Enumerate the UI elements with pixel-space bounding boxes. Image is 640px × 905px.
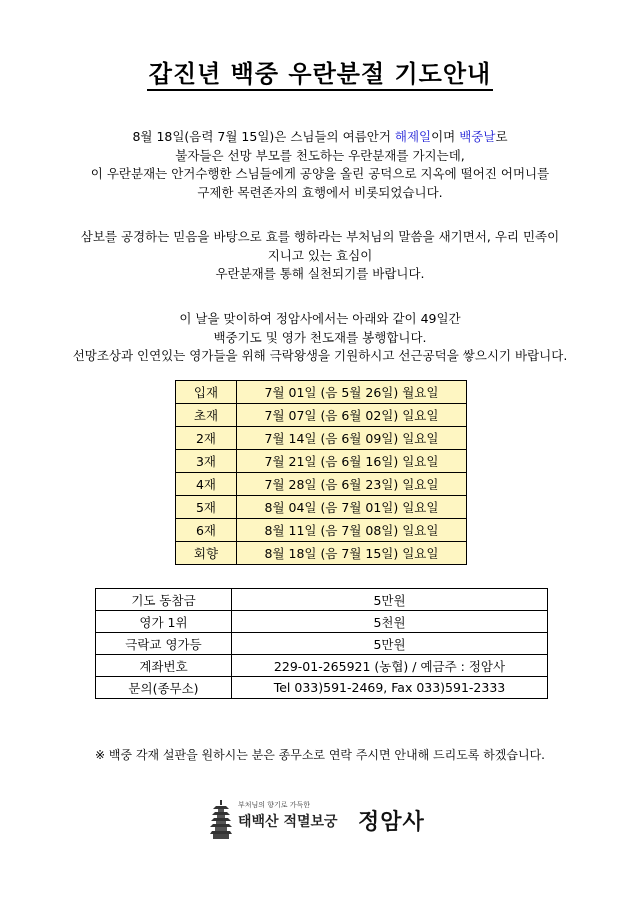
logo-name: 태백산 적멸보궁 [238,814,338,830]
pagoda-icon [210,800,232,840]
schedule-name: 4재 [176,473,237,496]
schedule-date: 7월 07일 (음 6월 02일) 일요일 [237,404,467,427]
schedule-row [176,519,467,542]
schedule-date: 8월 11일 (음 7월 08일) 일요일 [237,519,467,542]
schedule-name: 초재 [176,404,237,427]
schedule-date: 7월 28일 (음 6월 23일) 일요일 [237,473,467,496]
third-paragraph [0,310,640,366]
info-label: 기도 동참금 [96,589,232,611]
schedule-row [176,542,467,565]
schedule-date: 7월 14일 (음 6월 09일) 일요일 [237,427,467,450]
logo-tagline: 부처님의 향기로 가득한 [238,801,311,809]
highlight-haejeil: 해제일 [394,129,432,144]
info-row [96,633,548,655]
schedule-table [175,380,467,565]
schedule-row [176,496,467,519]
info-value: 229-01-265921 (농협) / 예금주 : 정암사 [232,655,548,677]
second-paragraph [0,228,640,284]
schedule-date: 7월 21일 (음 6월 16일) 일요일 [237,450,467,473]
info-label: 극락교 영가등 [96,633,232,655]
intro-line-1: 8월 18일(음력 7월 15일)은 스님들의 여름안거 해제일이며 백중날로 [132,129,508,144]
para3-line-1: 이 날을 맞이하여 정암사에서는 아래와 같이 49일간 [179,311,461,326]
schedule-name: 2재 [176,427,237,450]
schedule-name: 6재 [176,519,237,542]
info-label: 계좌번호 [96,655,232,677]
schedule-row [176,450,467,473]
para3-line-3: 선망조상과 인연있는 영가들을 위해 극락왕생을 기원하시고 선근공덕을 쌓으시기 바랍니다. [72,348,568,363]
para2-line-1: 삼보를 공경하는 믿음을 바탕으로 효를 행하라는 부처님의 말씀을 새기면서, 우리 민족이 [80,229,560,244]
highlight-baekjungnal: 백중날 [459,129,496,144]
info-row [96,611,548,633]
para2-line-2: 지니고 있는 효심이 [267,247,373,263]
page-title: 갑진년 백중 우란분절 기도안내 [0,54,640,89]
schedule-name: 입재 [176,381,237,404]
notice-text: ※ 백중 각재 설판을 원하시는 분은 종무소로 연락 주시면 안내해 드리도록 하겠습니다. [95,748,545,762]
info-row [96,655,548,677]
info-label: 영가 1위 [96,611,232,633]
info-value: Tel 033)591-2469, Fax 033)591-2333 [232,677,548,699]
schedule-row [176,404,467,427]
temple-logo [208,800,438,840]
schedule-row [176,427,467,450]
schedule-name: 5재 [176,496,237,519]
schedule-date: 8월 18일 (음 7월 15일) 일요일 [237,542,467,565]
intro-line-3: 이 우란분재는 안거수행한 스님들에게 공양을 올린 공덕으로 지옥에 떨어진 어머니를 [90,166,550,181]
intro-paragraph [0,128,640,202]
info-row [96,589,548,611]
info-value: 5만원 [232,633,548,655]
schedule-name: 회향 [176,542,237,565]
info-value: 5천원 [232,611,548,633]
intro-line-2: 불자들은 선망 부모를 천도하는 우란분재를 가지는데, [175,147,465,163]
para2-line-3: 우란분재를 통해 실천되기를 바랍니다. [215,266,425,281]
schedule-row [176,473,467,496]
info-row [96,677,548,699]
intro-line-4: 구제한 목련존자의 효행에서 비롯되었습니다. [197,184,443,200]
info-label: 문의(종무소) [96,677,232,699]
info-table [95,588,548,699]
schedule-date: 8월 04일 (음 7월 01일) 일요일 [237,496,467,519]
schedule-date: 7월 01일 (음 5월 26일) 월요일 [237,381,467,404]
logo-brand: 정암사 [358,810,425,835]
schedule-row [176,381,467,404]
schedule-name: 3재 [176,450,237,473]
info-value: 5만원 [232,589,548,611]
para3-line-2: 백중기도 및 영가 천도재를 봉행합니다. [213,329,427,345]
